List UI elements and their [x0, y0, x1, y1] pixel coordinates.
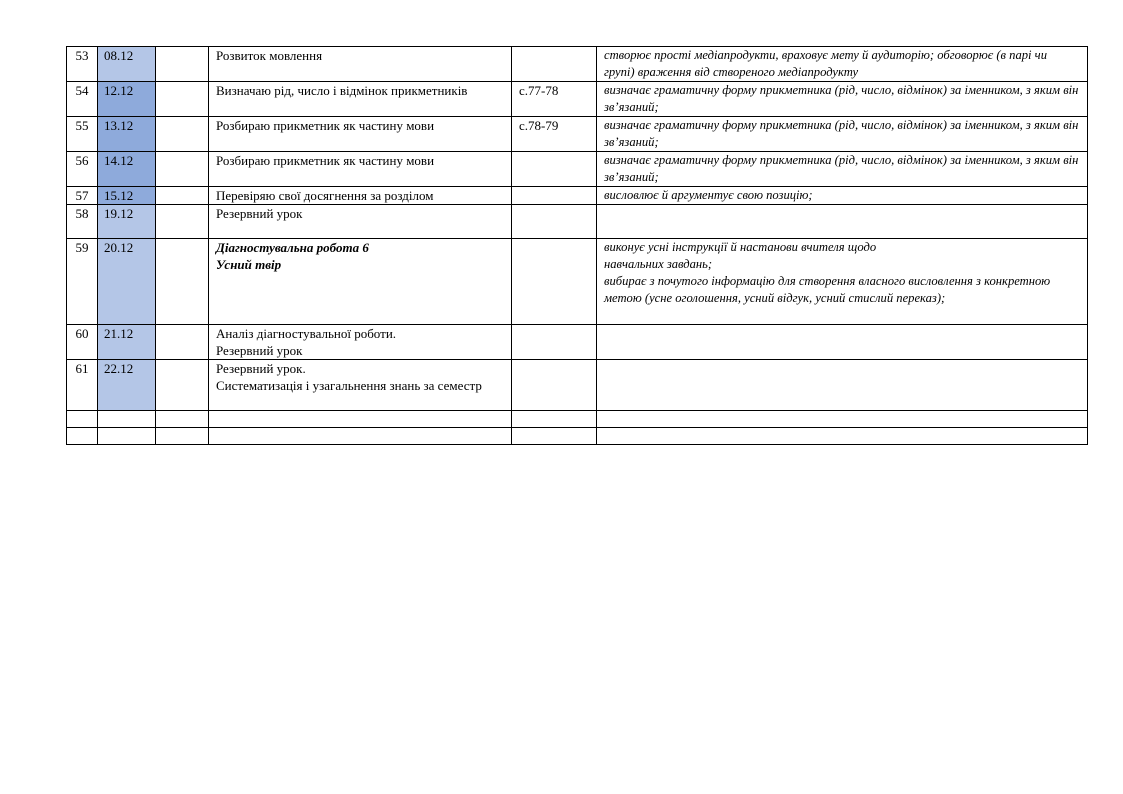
- learning-outcome: [597, 239, 1088, 325]
- learning-outcome-line: навчальних завдань;: [604, 257, 713, 271]
- lesson-date: 19.12: [98, 205, 156, 239]
- empty-cell: [98, 411, 156, 428]
- table-row: [67, 187, 1088, 205]
- lesson-topic: [209, 239, 512, 325]
- learning-outcome-line: створює прості медіапродукти, враховує мету й аудиторію; обговорює (в парі чи групі) враження від створеного медіапродукту: [604, 48, 1047, 79]
- lesson-topic-line: Розвиток мовлення: [216, 48, 323, 63]
- lesson-topic: [209, 152, 512, 187]
- blank-cell: [156, 205, 209, 239]
- empty-cell: [597, 428, 1088, 445]
- empty-cell: [67, 428, 98, 445]
- table-row: [67, 360, 1088, 411]
- empty-cell: [156, 428, 209, 445]
- lesson-number: 59: [67, 239, 98, 325]
- lesson-topic: [209, 205, 512, 239]
- lesson-date: 15.12: [98, 187, 156, 205]
- lesson-date: 08.12: [98, 47, 156, 82]
- table-row: [67, 82, 1088, 117]
- blank-cell: [156, 117, 209, 152]
- lesson-number: 61: [67, 360, 98, 411]
- empty-cell: [597, 411, 1088, 428]
- learning-outcome: [597, 117, 1088, 152]
- lesson-topic: [209, 360, 512, 411]
- lesson-topic-line: Розбираю прикметник як частину мови: [216, 153, 435, 168]
- lesson-number: 56: [67, 152, 98, 187]
- blank-cell: [156, 82, 209, 117]
- lesson-topic-line: Аналіз діагностувальної роботи.: [216, 326, 397, 341]
- lesson-number: 55: [67, 117, 98, 152]
- empty-row: [67, 411, 1088, 428]
- textbook-pages: [512, 239, 597, 325]
- learning-outcome: [597, 82, 1088, 117]
- learning-outcome-line: визначає граматичну форму прикметника (рід, число, відмінок) за іменником, з яким він зв’язаний;: [604, 83, 1079, 114]
- textbook-pages: [512, 360, 597, 411]
- empty-cell: [209, 411, 512, 428]
- empty-cell: [156, 411, 209, 428]
- lesson-date: 13.12: [98, 117, 156, 152]
- textbook-pages: [512, 152, 597, 187]
- learning-outcome-line: виконує усні інструкції й настанови вчителя щодо: [604, 240, 877, 254]
- lesson-date: 22.12: [98, 360, 156, 411]
- lesson-topic-line: Резервний урок: [216, 343, 303, 358]
- textbook-pages: с.78-79: [512, 117, 597, 152]
- textbook-pages: [512, 187, 597, 205]
- lesson-topic-line: Систематизація і узагальнення знань за семестр: [216, 378, 482, 393]
- table-row: [67, 47, 1088, 82]
- lesson-number: 53: [67, 47, 98, 82]
- lesson-topic: [209, 117, 512, 152]
- lesson-topic: [209, 82, 512, 117]
- learning-outcome: [597, 152, 1088, 187]
- lesson-topic-line: Перевіряю свої досягнення за розділом: [216, 188, 434, 203]
- lesson-topic-line: Резервний урок.: [216, 361, 306, 376]
- learning-outcome: [597, 187, 1088, 205]
- learning-outcome: [597, 360, 1088, 411]
- blank-cell: [156, 325, 209, 360]
- learning-outcome-line: визначає граматичну форму прикметника (рід, число, відмінок) за іменником, з яким він зв’язаний;: [604, 153, 1079, 184]
- lesson-topic-line: Усний твір: [216, 257, 282, 272]
- lesson-date: 14.12: [98, 152, 156, 187]
- empty-row: [67, 428, 1088, 445]
- learning-outcome: [597, 205, 1088, 239]
- textbook-pages: [512, 325, 597, 360]
- learning-outcome-line: визначає граматичну форму прикметника (рід, число, відмінок) за іменником, з яким він зв’язаний;: [604, 118, 1079, 149]
- lesson-number: 58: [67, 205, 98, 239]
- lesson-topic: [209, 47, 512, 82]
- lesson-date: 12.12: [98, 82, 156, 117]
- lesson-date: 20.12: [98, 239, 156, 325]
- lesson-topic-line: Визначаю рід, число і відмінок прикметників: [216, 83, 468, 98]
- lesson-number: 60: [67, 325, 98, 360]
- textbook-pages: [512, 205, 597, 239]
- lesson-number: 57: [67, 187, 98, 205]
- learning-outcome-line: висловлює й аргументує свою позицію;: [604, 188, 813, 202]
- textbook-pages: с.77-78: [512, 82, 597, 117]
- blank-cell: [156, 152, 209, 187]
- table-row: [67, 152, 1088, 187]
- textbook-pages: [512, 47, 597, 82]
- table-row: [67, 325, 1088, 360]
- lesson-topic-line: Діагностувальна робота 6: [216, 240, 369, 255]
- blank-cell: [156, 239, 209, 325]
- learning-outcome-line: вибирає з почутого інформацію для створення власного висловлення з конкретною метою (усне оголошення, усний відгук, усний стислий переказ);: [604, 274, 1051, 305]
- lesson-plan-table: [66, 46, 1088, 445]
- table-row: [67, 205, 1088, 239]
- table-row: [67, 117, 1088, 152]
- empty-cell: [67, 411, 98, 428]
- lesson-topic: [209, 325, 512, 360]
- empty-cell: [512, 428, 597, 445]
- empty-cell: [209, 428, 512, 445]
- lesson-date: 21.12: [98, 325, 156, 360]
- empty-cell: [512, 411, 597, 428]
- blank-cell: [156, 47, 209, 82]
- blank-cell: [156, 360, 209, 411]
- lesson-topic: [209, 187, 512, 205]
- lesson-topic-line: Резервний урок: [216, 206, 303, 221]
- learning-outcome: [597, 325, 1088, 360]
- empty-cell: [98, 428, 156, 445]
- lesson-topic-line: Розбираю прикметник як частину мови: [216, 118, 435, 133]
- table-row: [67, 239, 1088, 325]
- lesson-number: 54: [67, 82, 98, 117]
- blank-cell: [156, 187, 209, 205]
- learning-outcome: [597, 47, 1088, 82]
